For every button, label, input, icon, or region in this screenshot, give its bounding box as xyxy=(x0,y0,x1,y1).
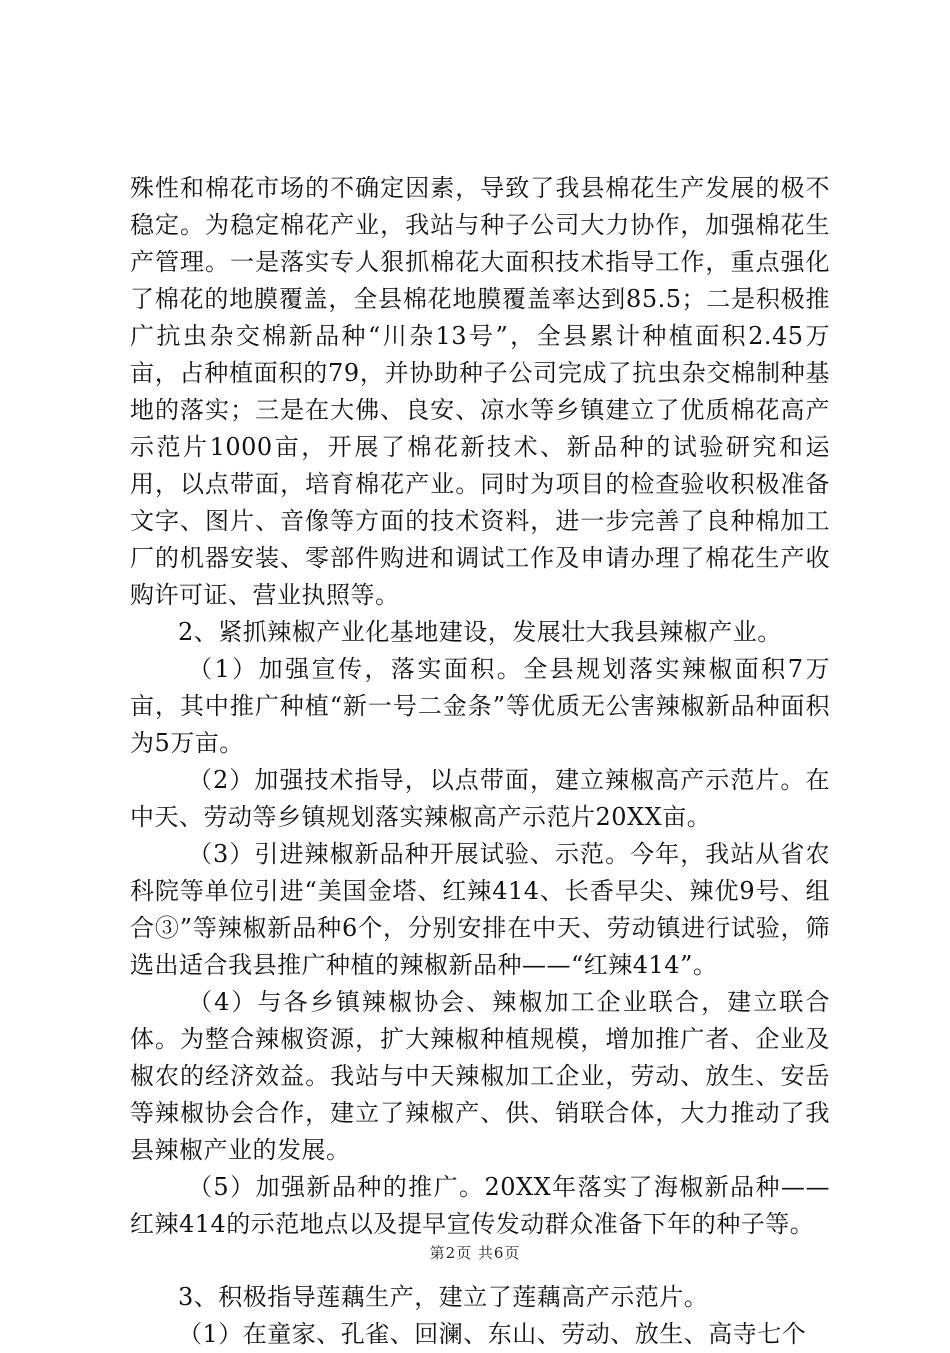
paragraph-section-3-heading: 3、积极指导莲藕生产，建立了莲藕高产示范片。 xyxy=(178,1283,709,1311)
page-number-footer: 第2页 共6页 xyxy=(429,1244,521,1262)
paragraph-item-3: （3）引进辣椒新品种开展试验、示范。今年，我站从省农科院等单位引进“美国金塔、红辣414、长香早尖、辣优9号、组合③”等辣椒新品种6个，分别安排在中天、劳动镇进行试验，筛选出适合我县推广种植的辣椒新品种——“红辣414”。 xyxy=(130,840,830,979)
paragraph-item-1: （1）加强宣传，落实面积。全县规划落实辣椒面积7万亩，其中推广种植“新一号二金条”等优质无公害辣椒新品种面积为5万亩。 xyxy=(130,655,830,757)
paragraph-item-2: （2）加强技术指导，以点带面，建立辣椒高产示范片。在中天、劳动等乡镇规划落实辣椒高产示范片20XX亩。 xyxy=(130,766,830,831)
paragraph-section-2-heading: 2、紧抓辣椒产业化基地建设，发展壮大我县辣椒产业。 xyxy=(178,618,782,646)
paragraph-cotton-continued: 殊性和棉花市场的不确定因素，导致了我县棉花生产发展的极不稳定。为稳定棉花产业，我站与种子公司大力协作，加强棉花生产管理。一是落实专人狠抓棉花大面积技术指导工作，重点强化了棉花的地膜覆盖，全县棉花地膜覆盖率达到85.5；二是积极推广抗虫杂交棉新品种“川杂13号”，全县累计种植面积2.45万亩，占种植面积的79，并协助种子公司完成了抗虫杂交棉制种基地的落实；三是在大佛、良安、凉水等乡镇建立了优质棉花高产示范片1000亩，开展了棉花新技术、新品种的试验研究和运用，以点带面，培育棉花产业。同时为项目的检查验收积极准备文字、图片、音像等方面的技术资料，进一步完善了良种棉加工厂的机器安装、零部件购进和调试工作及申请办理了棉花生产收购许可证、营业执照等。 xyxy=(130,174,830,609)
paragraph-item-5: （5）加强新品种的推广。20XX年落实了海椒新品种——红辣414的示范地点以及提早宣传发动群众准备下年的种子等。 xyxy=(130,1173,830,1238)
document-body xyxy=(130,170,830,1353)
paragraph-section-3-item-1: （1）在童家、孔雀、回澜、东山、劳动、放生、高寺七个 xyxy=(178,1320,807,1348)
paragraph-item-4: （4）与各乡镇辣椒协会、辣椒加工企业联合，建立联合体。为整合辣椒资源，扩大辣椒种植规模，增加推广者、企业及椒农的经济效益。我站与中天辣椒加工企业，劳动、放生、安岳等辣椒协会合作，建立了辣椒产、供、销联合体，大力推动了我县辣椒产业的发展。 xyxy=(130,988,830,1164)
